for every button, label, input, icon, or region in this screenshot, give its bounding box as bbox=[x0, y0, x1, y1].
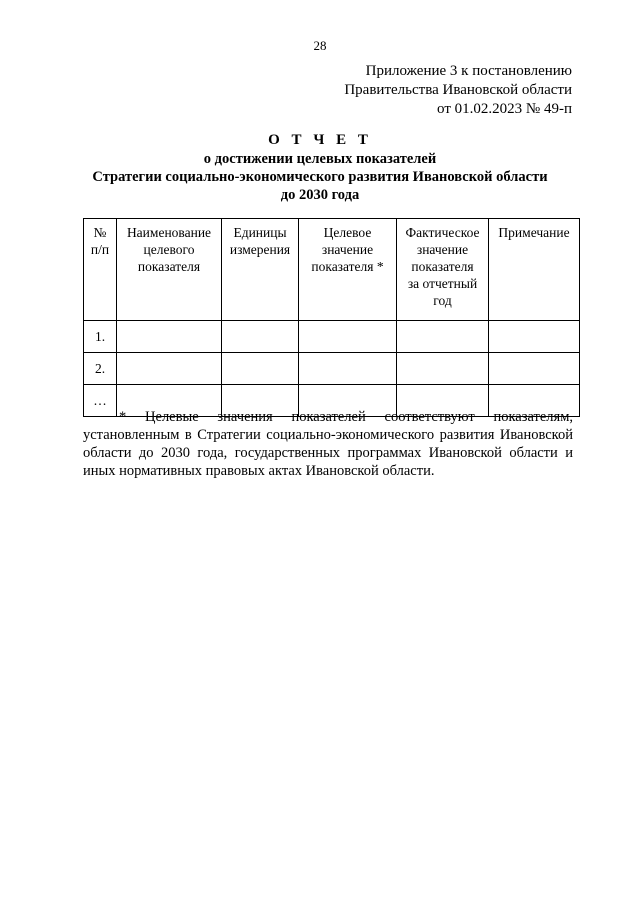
table-row bbox=[84, 321, 580, 353]
header-target-value: Целевое значение показателя * bbox=[299, 219, 397, 321]
header-note: Примечание bbox=[489, 219, 580, 321]
report-subtitle bbox=[0, 150, 640, 204]
table-cell bbox=[489, 321, 580, 353]
header-indicator-name: Наименование целевого показателя bbox=[117, 219, 222, 321]
table-cell bbox=[397, 321, 489, 353]
table-cell bbox=[222, 353, 299, 385]
table-cell bbox=[222, 321, 299, 353]
header-number: № п/п bbox=[84, 219, 117, 321]
table-row bbox=[84, 353, 580, 385]
table-cell: 2. bbox=[84, 353, 117, 385]
table-cell bbox=[397, 353, 489, 385]
table-cell bbox=[489, 353, 580, 385]
table-cell bbox=[117, 321, 222, 353]
table-cell bbox=[299, 321, 397, 353]
table-cell bbox=[299, 353, 397, 385]
subtitle-line-1: о достижении целевых показателей bbox=[203, 151, 437, 167]
header-units: Единицы измерения bbox=[222, 219, 299, 321]
appendix-line-3: от 01.02.2023 № 49-п bbox=[437, 101, 572, 117]
footnote: * Целевые значения показателей соответствуют показателям, установленным в Стратегии социально-экономического развития Ивановской области до 2030 года, государственных программах Ивановской области и иных нормативных правовых актах Ивановской области. bbox=[83, 409, 573, 479]
table-header-row bbox=[84, 219, 580, 321]
appendix-header bbox=[344, 62, 572, 119]
appendix-line-1: Приложение 3 к постановлению bbox=[365, 63, 572, 79]
table-cell bbox=[117, 353, 222, 385]
report-title: О Т Ч Е Т bbox=[268, 132, 372, 148]
appendix-line-2: Правительства Ивановской области bbox=[344, 82, 572, 98]
report-table bbox=[83, 218, 580, 417]
subtitle-line-2: Стратегии социально-экономического развития Ивановской области bbox=[92, 169, 548, 185]
subtitle-line-3: до 2030 года bbox=[280, 187, 360, 203]
header-actual-value: Фактическое значение показателя за отчетный год bbox=[397, 219, 489, 321]
table-cell: 1. bbox=[84, 321, 117, 353]
table-cell: … bbox=[84, 385, 117, 417]
page-number: 28 bbox=[313, 38, 327, 53]
